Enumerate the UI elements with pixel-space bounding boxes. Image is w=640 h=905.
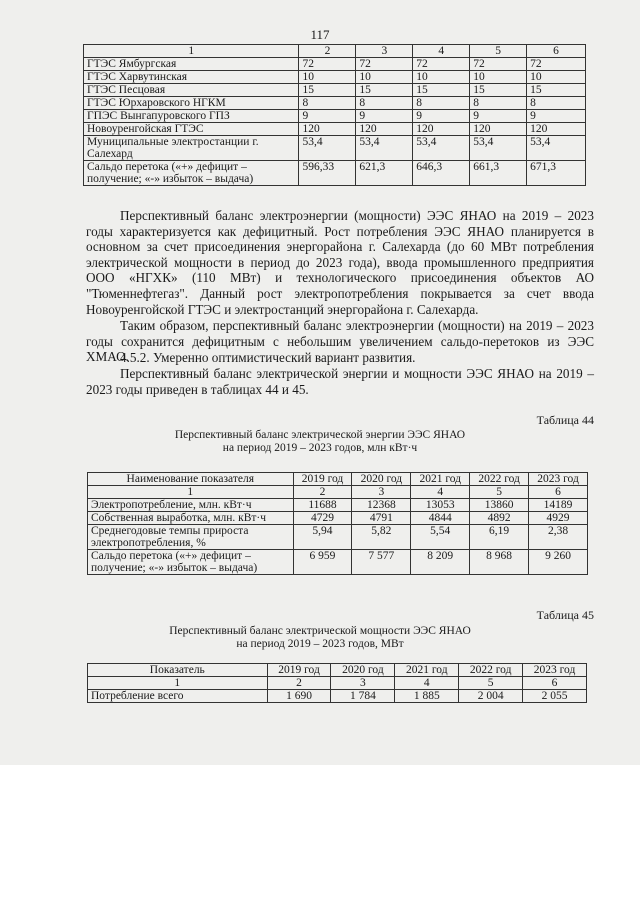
table-cell: 1 bbox=[88, 486, 294, 499]
table-cell: 1 690 bbox=[267, 690, 331, 703]
table-cell: 1 885 bbox=[395, 690, 459, 703]
column-header: 2020 год bbox=[352, 473, 411, 486]
table-cell: 8 209 bbox=[411, 550, 470, 575]
column-header: 2021 год bbox=[411, 473, 470, 486]
table-row bbox=[88, 690, 587, 703]
table-45-title-line2: на период 2019 – 2023 годов, МВт bbox=[236, 638, 404, 650]
column-header: 2020 год bbox=[331, 664, 395, 677]
table-cell: 1 bbox=[88, 677, 268, 690]
table-cell: 2 004 bbox=[459, 690, 523, 703]
table-44 bbox=[87, 472, 588, 575]
table-45-title bbox=[0, 625, 640, 651]
table-cell: 11688 bbox=[293, 499, 352, 512]
table-cell: 8 bbox=[299, 97, 356, 110]
table-cell: 10 bbox=[413, 71, 470, 84]
row-label: ГТЭС Песцовая bbox=[84, 84, 299, 97]
table-cell: 53,4 bbox=[356, 136, 413, 161]
table-cell: 53,4 bbox=[527, 136, 586, 161]
table-row bbox=[88, 499, 588, 512]
table-cell: 1 bbox=[84, 45, 299, 58]
table-45 bbox=[87, 663, 587, 703]
column-header: 2023 год bbox=[529, 473, 588, 486]
row-label: Потребление всего bbox=[88, 690, 268, 703]
table-cell: 120 bbox=[299, 123, 356, 136]
table-cell: 9 bbox=[470, 110, 527, 123]
table-header-row bbox=[88, 473, 588, 486]
table-cell: 2 bbox=[293, 486, 352, 499]
table-cell: 4844 bbox=[411, 512, 470, 525]
row-label: ГТЭС Юрхаровского НГКМ bbox=[84, 97, 299, 110]
table-cell: 12368 bbox=[352, 499, 411, 512]
table-cell: 120 bbox=[527, 123, 586, 136]
table-cell: 5 bbox=[459, 677, 523, 690]
table-cell: 7 577 bbox=[352, 550, 411, 575]
table-cell: 9 bbox=[356, 110, 413, 123]
table-44-label: Таблица 44 bbox=[536, 413, 594, 427]
table-cell: 3 bbox=[331, 677, 395, 690]
table-cell: 2 055 bbox=[523, 690, 587, 703]
table-cell: 4 bbox=[413, 45, 470, 58]
table-cell: 4791 bbox=[352, 512, 411, 525]
table-cell: 8 bbox=[470, 97, 527, 110]
table-cell: 9 bbox=[413, 110, 470, 123]
table-44-title-line2: на период 2019 – 2023 годов, млн кВт·ч bbox=[222, 442, 418, 454]
table-cell: 2 bbox=[299, 45, 356, 58]
table-cell: 3 bbox=[356, 45, 413, 58]
table-cell: 9 bbox=[299, 110, 356, 123]
table-header-row bbox=[88, 664, 587, 677]
table-cell: 671,3 bbox=[527, 161, 586, 186]
table-cell: 6 bbox=[527, 45, 586, 58]
table-cell: 72 bbox=[299, 58, 356, 71]
table-row bbox=[84, 123, 586, 136]
row-label: ГПЭС Вынгапуровского ГПЗ bbox=[84, 110, 299, 123]
table-cell: 4729 bbox=[293, 512, 352, 525]
section-heading: 4.5.2. Умеренно оптимистический вариант развития. bbox=[120, 350, 416, 365]
table-cell: 53,4 bbox=[470, 136, 527, 161]
table-cell: 1 784 bbox=[331, 690, 395, 703]
table-cell: 120 bbox=[356, 123, 413, 136]
table-45-label: Таблица 45 bbox=[536, 608, 594, 622]
table-cell: 6 bbox=[529, 486, 588, 499]
row-label: ГТЭС Харвутинская bbox=[84, 71, 299, 84]
table-cell: 15 bbox=[413, 84, 470, 97]
paragraph-tables-intro: Перспективный баланс электрической энергии и мощности ЭЭС ЯНАО на 2019 – 2023 годы приведен в таблицах 44 и 45. bbox=[86, 366, 594, 397]
table-cell: 6 959 bbox=[293, 550, 352, 575]
table-row bbox=[84, 58, 586, 71]
table-row bbox=[88, 525, 588, 550]
table-cell: 661,3 bbox=[470, 161, 527, 186]
table-cell: 9 260 bbox=[529, 550, 588, 575]
column-header: Показатель bbox=[88, 664, 268, 677]
table-cell: 72 bbox=[527, 58, 586, 71]
table-cell: 9 bbox=[527, 110, 586, 123]
table-cell: 15 bbox=[527, 84, 586, 97]
table-cell: 5,94 bbox=[293, 525, 352, 550]
column-header: 2019 год bbox=[293, 473, 352, 486]
column-header: 2022 год bbox=[459, 664, 523, 677]
table-cell: 8 bbox=[413, 97, 470, 110]
table-row bbox=[84, 97, 586, 110]
table-cell: 3 bbox=[352, 486, 411, 499]
table-cell: 4 bbox=[411, 486, 470, 499]
row-label: Электропотребление, млн. кВт·ч bbox=[88, 499, 294, 512]
table-numbering-row bbox=[88, 677, 587, 690]
row-label: Сальдо перетока («+» дефицит – получение; «-» избыток – выдача) bbox=[88, 550, 294, 575]
table-cell: 15 bbox=[299, 84, 356, 97]
top-table bbox=[83, 44, 586, 186]
table-cell: 5 bbox=[470, 45, 527, 58]
column-header: 2021 год bbox=[395, 664, 459, 677]
table-cell: 13860 bbox=[470, 499, 529, 512]
column-header: Наименование показателя bbox=[88, 473, 294, 486]
table-cell: 15 bbox=[470, 84, 527, 97]
paragraph-balance-deficit: Перспективный баланс электроэнергии (мощности) ЭЭС ЯНАО на 2019 – 2023 годы характеризуется как дефицитный. Рост потребления ЭЭС ЯНАО планируется в основном за счет присоединения энергорайона г. Салехарда (до 60 МВт потребления электрической мощности в период до 2023 года), ввода промышленного предприятия ООО «НГХК» (110 МВт) и технологического присоединения объектов АО "Тюменнефтегаз". Данный рост электропотребления покрывается за счет ввода Новоуренгойской ГТЭС и электростанций энергорайона г. Салехарда. bbox=[86, 208, 594, 317]
row-label: Муниципальные электростанции г. Салехард bbox=[84, 136, 299, 161]
row-label: Собственная выработка, млн. кВт·ч bbox=[88, 512, 294, 525]
table-row bbox=[88, 512, 588, 525]
row-label: Новоуренгойская ГТЭС bbox=[84, 123, 299, 136]
page-number: 117 bbox=[310, 27, 330, 42]
table-cell: 5 bbox=[470, 486, 529, 499]
table-cell: 621,3 bbox=[356, 161, 413, 186]
table-cell: 72 bbox=[413, 58, 470, 71]
row-label: ГТЭС Ямбургская bbox=[84, 58, 299, 71]
column-header: 2019 год bbox=[267, 664, 331, 677]
column-header: 2023 год bbox=[523, 664, 587, 677]
row-label: Среднегодовые темпы прироста электропотребления, % bbox=[88, 525, 294, 550]
table-cell: 2 bbox=[267, 677, 331, 690]
table-cell: 4892 bbox=[470, 512, 529, 525]
table-44-title bbox=[0, 429, 640, 455]
table-cell: 72 bbox=[356, 58, 413, 71]
table-cell: 5,54 bbox=[411, 525, 470, 550]
table-cell: 5,82 bbox=[352, 525, 411, 550]
table-cell: 4929 bbox=[529, 512, 588, 525]
table-cell: 120 bbox=[470, 123, 527, 136]
table-cell: 10 bbox=[527, 71, 586, 84]
row-label: Сальдо перетока («+» дефицит – получение; «-» избыток – выдача) bbox=[84, 161, 299, 186]
table-row bbox=[84, 71, 586, 84]
paragraph-conclusion: Таким образом, перспективный баланс электроэнергии (мощности) на 2019 – 2023 годы сохранится дефицитным с небольшим увеличением сальдо-перетоков из ЭЭС ХМАО. bbox=[86, 318, 594, 365]
table-cell: 2,38 bbox=[529, 525, 588, 550]
table-cell: 15 bbox=[356, 84, 413, 97]
table-cell: 13053 bbox=[411, 499, 470, 512]
table-cell: 53,4 bbox=[413, 136, 470, 161]
column-header: 2022 год bbox=[470, 473, 529, 486]
table-cell: 6 bbox=[523, 677, 587, 690]
table-cell: 14189 bbox=[529, 499, 588, 512]
table-row bbox=[84, 161, 586, 186]
table-row bbox=[84, 110, 586, 123]
table-header-row bbox=[84, 45, 586, 58]
table-cell: 10 bbox=[356, 71, 413, 84]
table-cell: 8 968 bbox=[470, 550, 529, 575]
table-cell: 8 bbox=[527, 97, 586, 110]
table-row bbox=[84, 84, 586, 97]
table-cell: 646,3 bbox=[413, 161, 470, 186]
table-row bbox=[84, 136, 586, 161]
table-numbering-row bbox=[88, 486, 588, 499]
table-cell: 53,4 bbox=[299, 136, 356, 161]
table-row bbox=[88, 550, 588, 575]
table-cell: 596,33 bbox=[299, 161, 356, 186]
table-cell: 10 bbox=[299, 71, 356, 84]
table-cell: 8 bbox=[356, 97, 413, 110]
table-cell: 10 bbox=[470, 71, 527, 84]
table-cell: 120 bbox=[413, 123, 470, 136]
table-cell: 4 bbox=[395, 677, 459, 690]
table-cell: 72 bbox=[470, 58, 527, 71]
table-45-title-line1: Перспективный баланс электрической мощности ЭЭС ЯНАО bbox=[169, 625, 471, 637]
table-cell: 6,19 bbox=[470, 525, 529, 550]
table-44-title-line1: Перспективный баланс электрической энергии ЭЭС ЯНАО bbox=[174, 429, 466, 441]
